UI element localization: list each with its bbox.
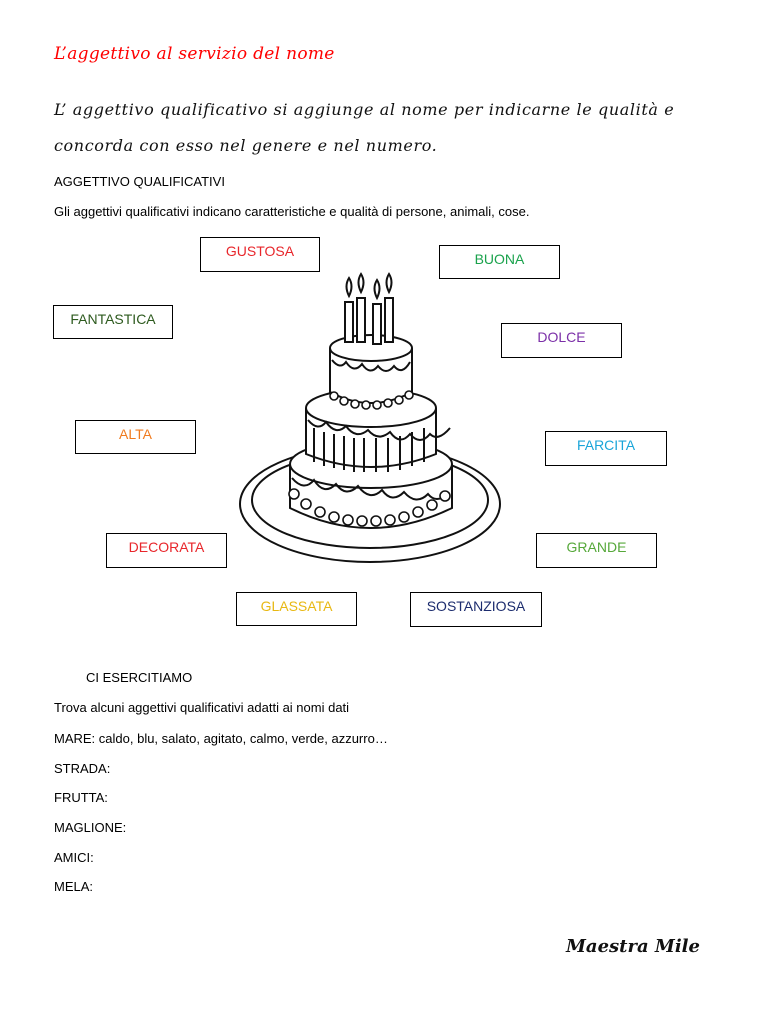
adjective-box-dolce	[501, 323, 622, 358]
adjective-box-gustosa	[200, 237, 320, 272]
exercise-instruction: Trova alcuni aggettivi qualificativi adatti ai nomi dati	[54, 700, 350, 715]
adjective-box-glassata	[236, 592, 357, 626]
adjective-box-farcita	[545, 431, 667, 466]
adjective-label: FANTASTICA	[70, 311, 156, 327]
exercise-line-mela: MELA:	[54, 879, 94, 894]
adjective-label: GLASSATA	[260, 598, 333, 614]
adjective-label: GUSTOSA	[225, 243, 295, 259]
cake-illustration	[230, 268, 510, 568]
adjective-label: DECORATA	[128, 539, 205, 555]
intro-text: L’ aggettivo qualificativo si aggiunge al nome per indicarne le qualità e concorda con esso nel genere e nel numero.	[54, 100, 675, 155]
exercise-line-amici: AMICI:	[54, 850, 94, 865]
exercise-line-mare: MARE: caldo, blu, salato, agitato, calmo, verde, azzurro…	[54, 731, 388, 746]
section-description: Gli aggettivi qualificativi indicano caratteristiche e qualità di persone, animali, cose.	[54, 204, 530, 219]
adjective-label: DOLCE	[537, 329, 586, 345]
page-title: L’aggettivo al servizio del nome	[54, 44, 335, 64]
adjective-label: FARCITA	[576, 437, 636, 453]
adjective-box-decorata	[106, 533, 227, 568]
adjective-label: ALTA	[119, 426, 152, 442]
adjective-label: BUONA	[474, 251, 525, 267]
adjective-box-alta	[75, 420, 196, 454]
signature: Maestra Mile	[566, 936, 700, 957]
exercise-line-strada: STRADA:	[54, 761, 111, 776]
adjective-label: SOSTANZIOSA	[426, 598, 526, 614]
exercise-line-maglione: MAGLIONE:	[54, 820, 127, 835]
adjective-box-grande	[536, 533, 657, 568]
adjective-box-buona	[439, 245, 560, 279]
exercise-heading: CI ESERCITIAMO	[86, 670, 193, 685]
adjective-label: GRANDE	[566, 539, 627, 555]
adjective-box-sostanziosa	[410, 592, 542, 627]
exercise-line-frutta: FRUTTA:	[54, 790, 108, 805]
section-heading: AGGETTIVO QUALIFICATIVI	[54, 174, 225, 189]
adjective-box-fantastica	[53, 305, 173, 339]
